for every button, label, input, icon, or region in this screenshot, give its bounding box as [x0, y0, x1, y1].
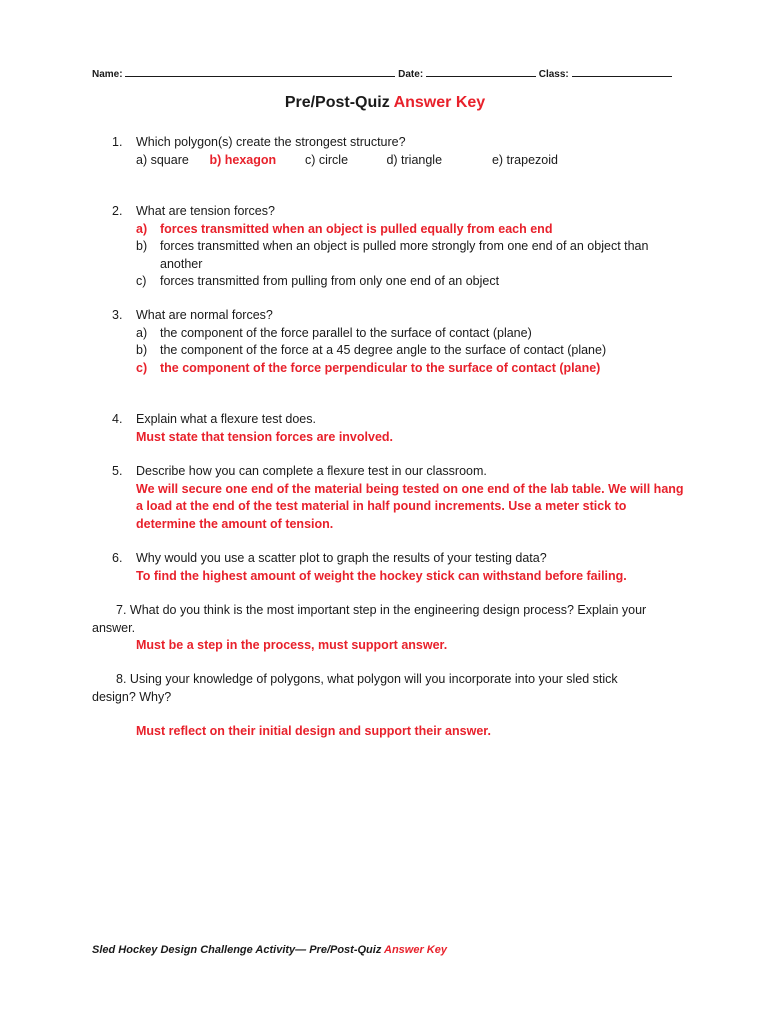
page-footer [92, 944, 447, 956]
option-text: forces transmitted when an object is pulled more strongly from one end of an object than another [160, 239, 649, 271]
answer-key-text: Must be a step in the process, must support answer. [136, 638, 448, 652]
question-number: 7. [116, 603, 127, 617]
date-label: Date: [398, 69, 424, 80]
question-3 [112, 307, 672, 377]
question-text: What are normal forces? [136, 308, 273, 322]
answer-options [136, 152, 672, 170]
question-text: Why would you use a scatter plot to graph the results of your testing data? [136, 551, 547, 565]
question-4 [112, 411, 672, 446]
name-label: Name: [92, 69, 123, 80]
answer-options [136, 325, 672, 378]
question-5 [112, 463, 684, 533]
question-number: 3. [112, 308, 123, 322]
footer-main: Sled Hockey Design Challenge Activity— Pre/Post-Quiz [92, 944, 382, 956]
answer-key-text: Must state that tension forces are involved. [136, 429, 394, 444]
student-info-header [92, 66, 682, 80]
question-text: What are tension forces? [136, 204, 275, 218]
question-2 [112, 203, 672, 291]
question-text: Explain what a flexure test does. [136, 412, 316, 426]
question-text: Describe how you can complete a flexure test in our classroom. [136, 464, 487, 478]
answer-key-text: Must reflect on their initial design and support their answer. [136, 724, 491, 738]
option-c-correct [136, 360, 672, 378]
option-b [136, 342, 672, 360]
option-b-correct: b) hexagon [209, 152, 277, 167]
question-6 [112, 550, 684, 585]
option-a [136, 325, 672, 343]
option-text: the component of the force perpendicular to the surface of contact (plane) [160, 360, 601, 375]
option-text: forces transmitted when an object is pulled equally from each end [160, 221, 553, 236]
question-number: 5. [112, 464, 123, 478]
question-7 [92, 602, 682, 655]
question-1 [112, 134, 672, 169]
answer-key-text: To find the highest amount of weight the hockey stick can withstand before failing. [136, 568, 627, 583]
option-letter: a) [136, 325, 148, 340]
class-label: Class: [538, 69, 569, 80]
footer-accent: Answer Key [384, 944, 447, 956]
option-c [136, 273, 672, 291]
option-letter: c) [136, 274, 147, 288]
option-letter: a) [136, 221, 148, 236]
question-number: 4. [112, 412, 123, 426]
title-accent: Answer Key [393, 94, 486, 111]
option-a-correct [136, 221, 672, 239]
question-number: 6. [112, 551, 123, 565]
option-d: d) triangle [386, 152, 443, 167]
question-8 [92, 671, 662, 741]
answer-key-text: We will secure one end of the material being tested on one end of the lab table. We will hang a load at the end of the test material in half pound increments. Use a meter stick to determine the amount of tension. [136, 481, 684, 531]
title-main: Pre/Post-Quiz [284, 94, 390, 111]
option-text: forces transmitted from pulling from only one end of an object [160, 274, 500, 288]
option-letter: c) [136, 360, 148, 375]
option-letter: b) [136, 343, 148, 357]
answer-options [136, 221, 672, 291]
option-c: c) circle [304, 152, 349, 167]
question-text-block [92, 602, 682, 637]
option-text: the component of the force at a 45 degree angle to the surface of contact (plane) [160, 343, 607, 357]
question-number: 1. [112, 135, 123, 149]
option-letter: b) [136, 239, 148, 253]
question-number: 8. [116, 672, 127, 686]
question-text: What do you think is the most important step in the engineering design process? Explain your answer. [92, 603, 647, 635]
name-blank [125, 66, 395, 77]
question-text: Which polygon(s) create the strongest structure? [136, 135, 406, 149]
question-text-block [92, 671, 662, 706]
question-number: 2. [112, 204, 123, 218]
question-text: Using your knowledge of polygons, what polygon will you incorporate into your sled stick design? Why? [92, 672, 618, 704]
class-blank [572, 66, 672, 77]
option-b [136, 238, 672, 273]
option-e: e) trapezoid [491, 152, 558, 167]
option-text: the component of the force parallel to the surface of contact (plane) [160, 325, 532, 340]
option-a: a) square [136, 152, 189, 167]
page-title [0, 94, 770, 112]
date-blank [426, 66, 536, 77]
